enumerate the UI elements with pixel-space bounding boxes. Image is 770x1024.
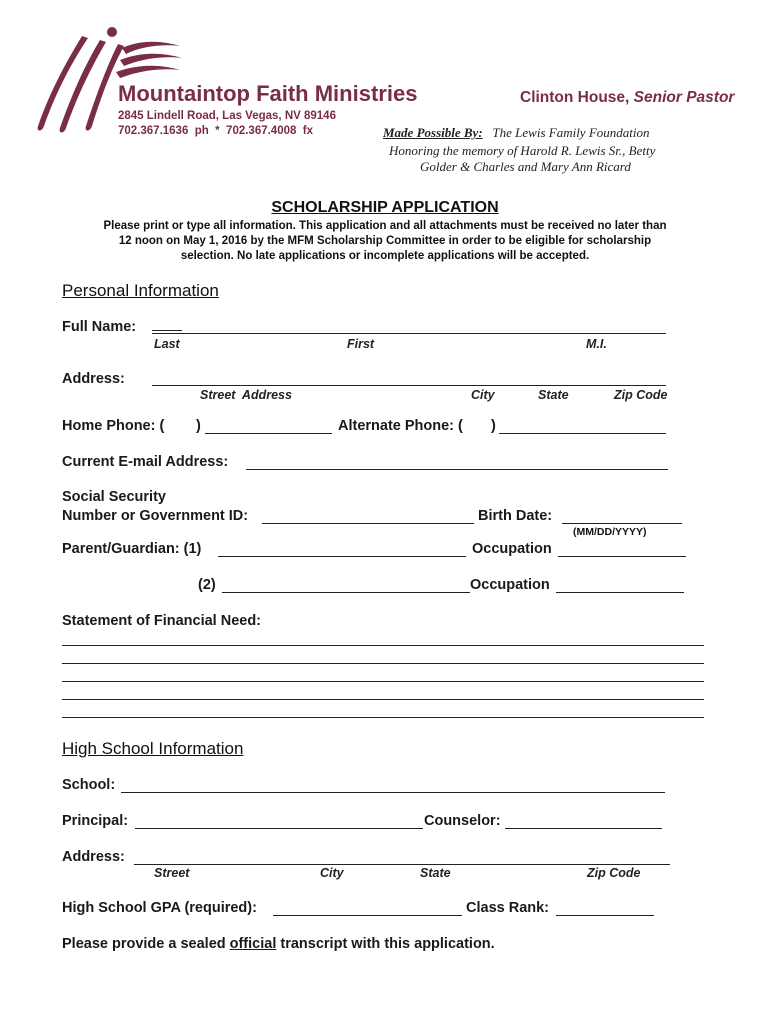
parent2-field[interactable] xyxy=(222,592,470,593)
principal-field[interactable] xyxy=(135,828,423,829)
high-school-heading: High School Information xyxy=(62,739,244,758)
alt-phone-field[interactable] xyxy=(499,433,666,434)
home-phone-field[interactable] xyxy=(205,433,332,434)
intro-text xyxy=(0,219,770,264)
class-rank-field[interactable] xyxy=(556,915,654,916)
hs-addr-zip-caption: Zip Code xyxy=(587,866,641,880)
credits-line-2: Honoring the memory of Harold R. Lewis Sr., Betty xyxy=(389,143,656,158)
credits-line-1 xyxy=(383,125,650,141)
home-phone-label: Home Phone: ( xyxy=(62,418,165,434)
parent1-occupation-field[interactable] xyxy=(558,556,686,557)
ssn-label-line-2: Number or Government ID: xyxy=(62,508,249,524)
pastor-name: Clinton House, xyxy=(520,89,630,106)
ssn-label-line-1: Social Security xyxy=(62,489,166,505)
made-possible-label: Made Possible By: xyxy=(383,125,483,140)
hs-address-label: Address: xyxy=(62,849,125,865)
pastor-title: Senior Pastor xyxy=(633,89,735,106)
hs-address-field[interactable] xyxy=(134,864,670,865)
name-mi-caption: M.I. xyxy=(586,337,607,351)
financial-need-label: Statement of Financial Need: xyxy=(62,613,262,629)
full-name-label: Full Name: xyxy=(62,319,137,335)
org-phone: 702.367.1636 ph * 702.367.4008 fx xyxy=(118,125,314,137)
transcript-note xyxy=(62,936,495,952)
full-name-last-mark xyxy=(152,330,182,331)
financial-need-line[interactable] xyxy=(62,663,704,664)
name-last-caption: Last xyxy=(154,337,180,351)
counselor-label: Counselor: xyxy=(424,813,501,829)
addr-city-caption: City xyxy=(471,388,495,402)
email-field[interactable] xyxy=(246,469,668,470)
gpa-field[interactable] xyxy=(273,915,462,916)
alt-phone-close: ) xyxy=(491,418,496,434)
org-name: Mountaintop Faith Ministries xyxy=(118,81,418,106)
birth-date-format: (MM/DD/YYYY) xyxy=(573,526,647,538)
credits-line-3: Golder & Charles and Mary Ann Ricard xyxy=(420,159,631,174)
parent1-label: Parent/Guardian: (1) xyxy=(62,541,202,557)
parent1-field[interactable] xyxy=(218,556,466,557)
intro-line-3: selection. No late applications or incomplete applications will be accepted. xyxy=(180,250,590,262)
intro-line-2: 12 noon on May 1, 2016 by the MFM Scholarship Committee in order to be eligible for scholarship xyxy=(118,235,652,247)
addr-street-caption: Street Address xyxy=(200,388,292,402)
birth-date-field[interactable] xyxy=(562,523,682,524)
class-rank-label: Class Rank: xyxy=(466,900,550,916)
org-address: 2845 Lindell Road, Las Vegas, NV 89146 xyxy=(118,110,336,122)
full-name-field[interactable] xyxy=(152,333,666,334)
financial-need-line[interactable] xyxy=(62,681,704,682)
home-phone-close: ) xyxy=(196,418,201,434)
addr-state-caption: State xyxy=(538,388,569,402)
transcript-emphasis: official xyxy=(229,936,277,952)
hs-addr-street-caption: Street xyxy=(154,866,190,880)
personal-info-heading: Personal Information xyxy=(62,281,219,300)
principal-label: Principal: xyxy=(62,813,129,829)
addr-zip-caption: Zip Code xyxy=(614,388,668,402)
transcript-post: transcript with this application. xyxy=(280,936,495,952)
address-field[interactable] xyxy=(152,385,666,386)
birth-date-label: Birth Date: xyxy=(478,508,553,524)
parent1-occupation-label: Occupation xyxy=(472,541,552,557)
pastor-line xyxy=(520,89,734,107)
hs-addr-city-caption: City xyxy=(320,866,344,880)
parent2-occupation-label: Occupation xyxy=(470,577,550,593)
page-title: SCHOLARSHIP APPLICATION xyxy=(271,199,499,216)
school-label: School: xyxy=(62,777,116,793)
ssn-field[interactable] xyxy=(262,523,474,524)
school-field[interactable] xyxy=(121,792,665,793)
financial-need-line[interactable] xyxy=(62,699,704,700)
hs-addr-state-caption: State xyxy=(420,866,451,880)
parent2-occupation-field[interactable] xyxy=(556,592,684,593)
counselor-field[interactable] xyxy=(505,828,662,829)
financial-need-line[interactable] xyxy=(62,717,704,718)
transcript-pre: Please provide a sealed xyxy=(62,936,226,952)
financial-need-line[interactable] xyxy=(62,645,704,646)
intro-line-1: Please print or type all information. This application and all attachments must be received no later than xyxy=(103,220,667,232)
address-label: Address: xyxy=(62,371,125,387)
parent2-label: (2) xyxy=(198,577,216,593)
foundation-name: The Lewis Family Foundation xyxy=(492,125,650,140)
name-first-caption: First xyxy=(347,337,375,351)
gpa-label: High School GPA (required): xyxy=(62,900,257,916)
alt-phone-label: Alternate Phone: ( xyxy=(338,418,463,434)
email-label: Current E-mail Address: xyxy=(62,454,229,470)
